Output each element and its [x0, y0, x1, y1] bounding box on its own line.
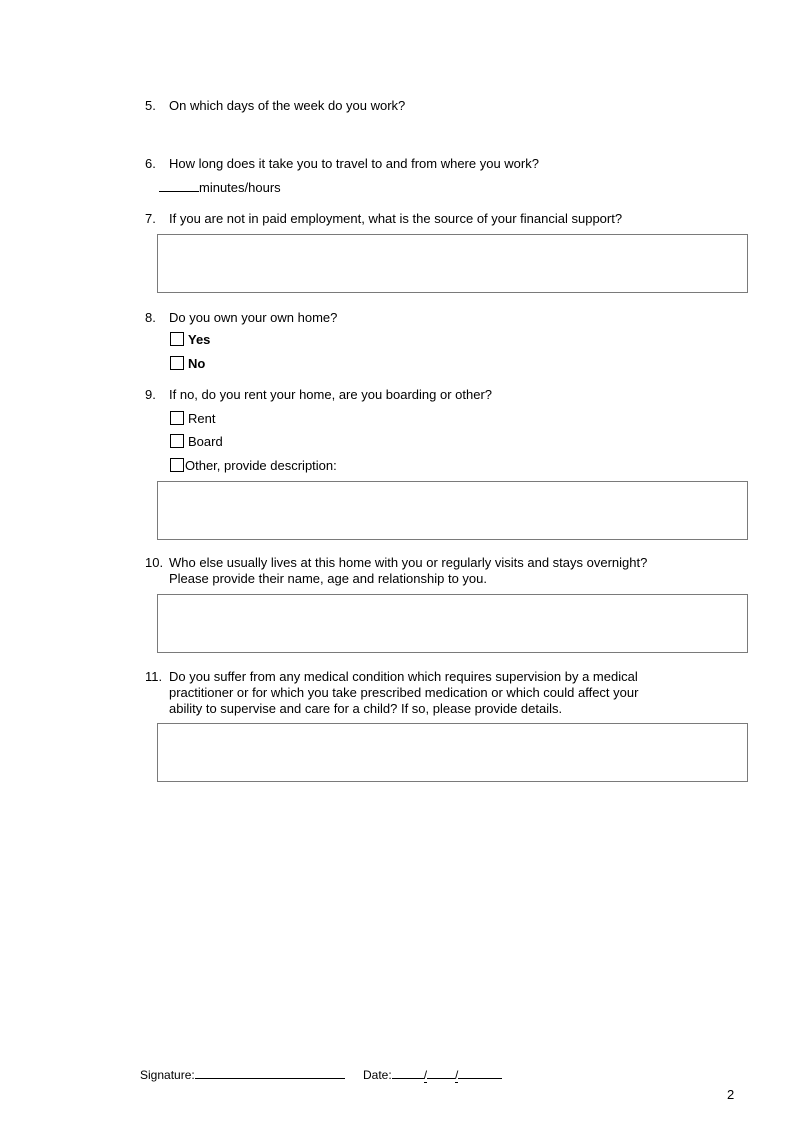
- question-text: If you are not in paid employment, what is the source of your financial support?: [169, 211, 623, 226]
- checkbox-rent[interactable]: [170, 411, 184, 425]
- option-yes[interactable]: [170, 332, 210, 348]
- question-text-line: Please provide their name, age and relationship to you.: [169, 571, 487, 586]
- date-separator: /: [423, 1068, 428, 1082]
- question-text: How long does it take you to travel to and from where you work?: [169, 156, 539, 171]
- question-text: [169, 669, 638, 717]
- date-field: [363, 1068, 502, 1083]
- question-text-line: practitioner or for which you take prescribed medication or which could affect your: [169, 685, 639, 700]
- date-year-line[interactable]: [458, 1078, 502, 1079]
- other-description-answer-box[interactable]: [157, 481, 748, 540]
- signature-field: [140, 1068, 345, 1082]
- question-text-line: Do you suffer from any medical condition which requires supervision by a medical: [169, 669, 638, 684]
- question-8: [145, 310, 338, 326]
- medical-condition-answer-box[interactable]: [157, 723, 748, 782]
- question-5: [145, 98, 406, 114]
- question-7: [145, 211, 623, 227]
- question-number: 5.: [145, 98, 156, 113]
- question-text: If no, do you rent your home, are you boarding or other?: [169, 387, 493, 402]
- option-other[interactable]: [170, 458, 337, 474]
- question-10: [145, 555, 648, 586]
- option-label: No: [188, 356, 206, 371]
- signature-line[interactable]: [195, 1078, 345, 1079]
- date-separator: /: [455, 1068, 459, 1082]
- option-board[interactable]: [170, 434, 223, 450]
- checkbox-other[interactable]: [170, 458, 184, 472]
- household-members-answer-box[interactable]: [157, 594, 748, 653]
- date-label: Date:: [363, 1068, 392, 1082]
- option-label: Yes: [188, 332, 211, 347]
- question-text-line: ability to supervise and care for a child? If so, please provide details.: [169, 701, 563, 716]
- question-text-line: Who else usually lives at this home with you or regularly visits and stays overnight?: [169, 555, 648, 570]
- travel-time-field: [159, 180, 281, 195]
- option-label: Other, provide description:: [185, 458, 337, 473]
- question-number: 6.: [145, 156, 156, 171]
- question-6: [145, 156, 539, 172]
- question-text: Do you own your own home?: [169, 310, 338, 325]
- date-month-line[interactable]: [427, 1078, 455, 1079]
- date-day-line[interactable]: [392, 1078, 424, 1079]
- option-rent[interactable]: [170, 411, 215, 427]
- question-text: On which days of the week do you work?: [169, 98, 406, 113]
- question-number: 11.: [145, 669, 163, 684]
- financial-support-answer-box[interactable]: [157, 234, 748, 293]
- question-number: 7.: [145, 211, 156, 226]
- signature-label: Signature:: [140, 1068, 195, 1082]
- checkbox-board[interactable]: [170, 434, 184, 448]
- option-label: Board: [188, 434, 223, 449]
- travel-time-unit: minutes/hours: [199, 180, 281, 195]
- question-text: [169, 555, 647, 587]
- question-11: [145, 669, 639, 716]
- option-no[interactable]: [170, 356, 205, 372]
- question-number: 8.: [145, 310, 156, 325]
- question-9: [145, 387, 493, 403]
- option-label: Rent: [188, 411, 216, 426]
- page-number: 2: [727, 1087, 735, 1102]
- travel-time-blank[interactable]: [159, 191, 199, 192]
- checkbox-no[interactable]: [170, 356, 184, 370]
- question-number: 9.: [145, 387, 156, 402]
- question-number: 10.: [145, 555, 164, 570]
- checkbox-yes[interactable]: [170, 332, 184, 346]
